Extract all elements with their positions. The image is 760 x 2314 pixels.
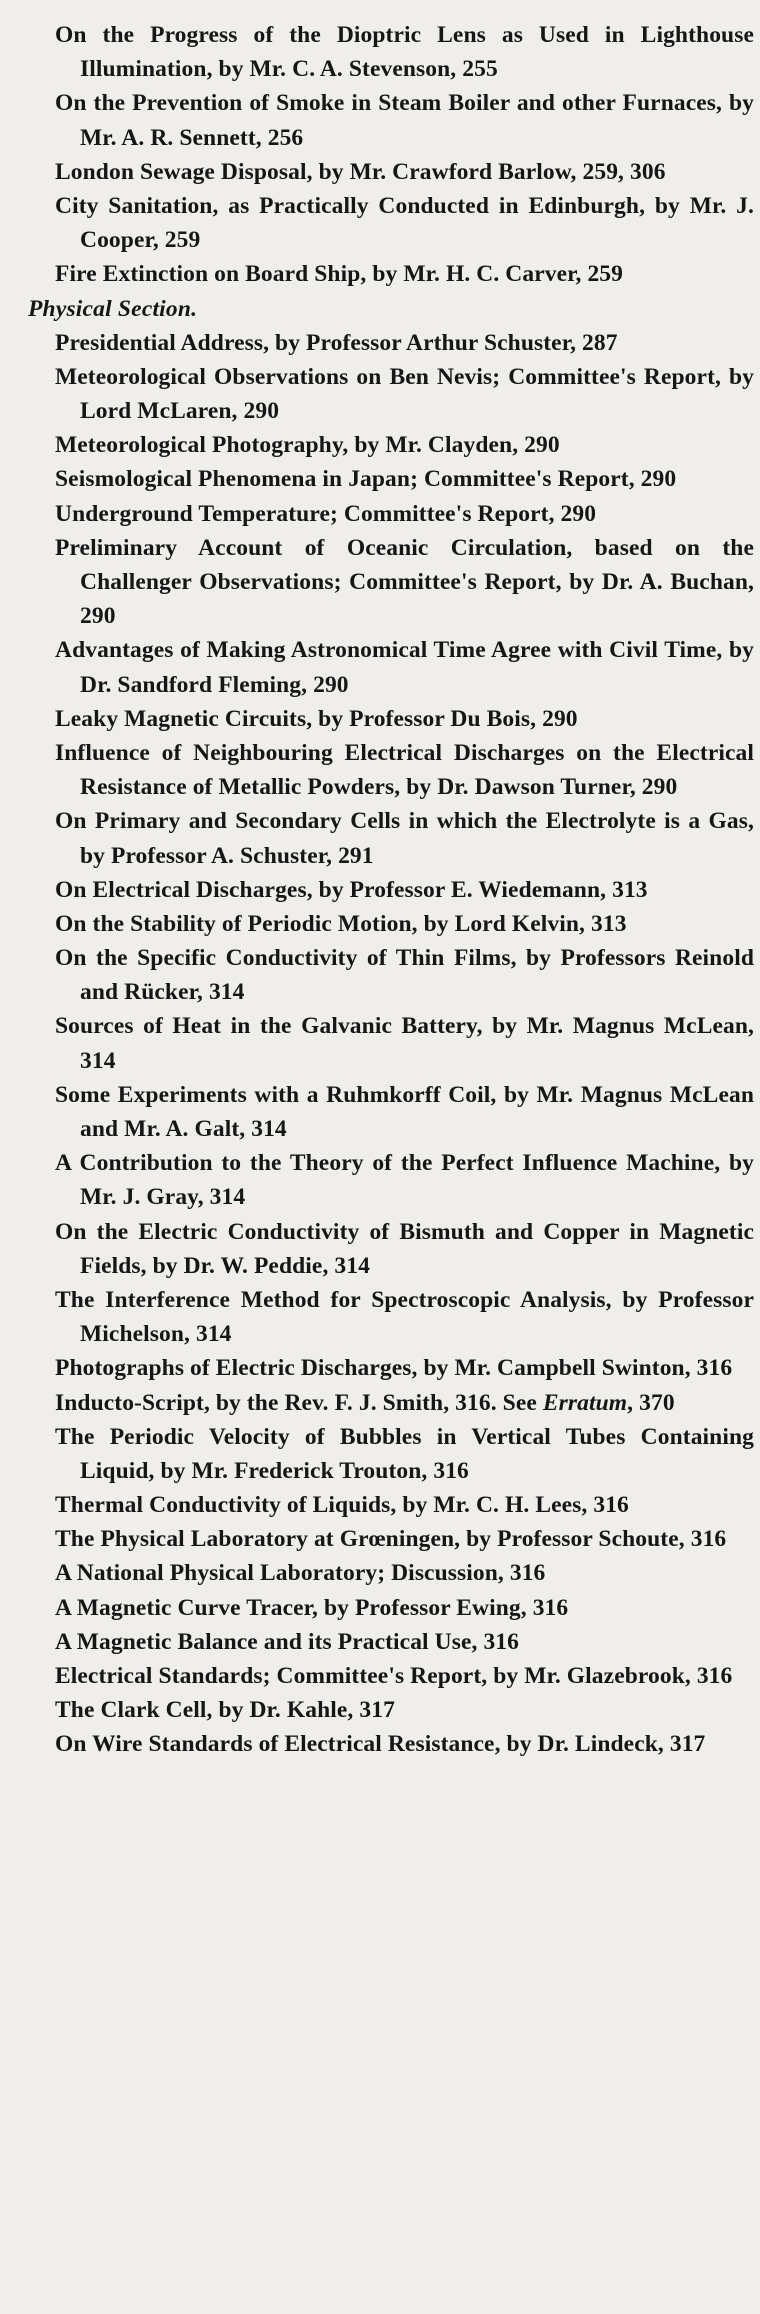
index-entry: Photographs of Electric Discharges, by Mr. Campbell Swinton, 316 <box>55 1355 733 1382</box>
index-entry-inducto-script <box>28 1386 754 1420</box>
index-entry: Fire Extinction on Board Ship, by Mr. H. C. Carver, 259 <box>55 261 624 288</box>
index-entry: The Interference Method for Spectroscopic Analysis, by Professor Michelson, 314 <box>55 1286 754 1348</box>
index-entry: On Wire Standards of Electrical Resistance, by Dr. Lindeck, 317 <box>55 1731 706 1758</box>
index-entry: Meteorological Photography, by Mr. Clayden, 290 <box>55 432 560 459</box>
index-entry: A Magnetic Curve Tracer, by Professor Ewing, 316 <box>55 1594 569 1621</box>
index-entry: On the Stability of Periodic Motion, by Lord Kelvin, 313 <box>55 910 627 937</box>
entry-group-physical-a <box>28 326 754 1386</box>
index-entry: On the Prevention of Smoke in Steam Boiler and other Furnaces, by Mr. A. R. Sennett, 256 <box>55 90 754 151</box>
index-entry: A Contribution to the Theory of the Perfect Influence Machine, by Mr. J. Gray, 314 <box>55 1150 754 1211</box>
entry-group-engineering <box>28 18 754 292</box>
index-entry: Preliminary Account of Oceanic Circulation, based on the Challenger Observations; Committee's Report, by Dr. A. Buchan, 290 <box>55 534 754 630</box>
index-entry: Some Experiments with a Ruhmkorff Coil, by Mr. Magnus McLean and Mr. A. Galt, 314 <box>55 1081 754 1142</box>
index-entry: The Clark Cell, by Dr. Kahle, 317 <box>55 1697 395 1724</box>
index-entry: On the Progress of the Dioptric Lens as Used in Lighthouse Illumination, by Mr. C. A. Stevenson, 255 <box>55 22 754 83</box>
index-entry: Underground Temperature; Committee's Report, 290 <box>55 500 597 527</box>
index-entry: Leaky Magnetic Circuits, by Professor Du Bois, 290 <box>55 705 578 732</box>
entry-group-physical-b <box>28 1420 754 1762</box>
index-entry: City Sanitation, as Practically Conducted in Edinburgh, by Mr. J. Cooper, 259 <box>55 192 754 254</box>
index-entry: Meteorological Observations on Ben Nevis; Committee's Report, by Lord McLaren, 290 <box>55 363 754 425</box>
index-entry: On Primary and Secondary Cells in which the Electrolyte is a Gas, by Professor A. Schuster, 291 <box>55 808 754 869</box>
index-entry: Thermal Conductivity of Liquids, by Mr. C. H. Lees, 316 <box>55 1492 629 1519</box>
inducto-text: Inducto-Script, by the Rev. F. J. Smith, 316. See <box>55 1389 543 1416</box>
index-entry: The Physical Laboratory at Grœningen, by Professor Schoute, 316 <box>55 1526 727 1553</box>
index-entry: Influence of Neighbouring Electrical Discharges on the Electrical Resistance of Metallic Powders, by Dr. Dawson Turner, 290 <box>55 739 754 801</box>
index-entry: Advantages of Making Astronomical Time Agree with Civil Time, by Dr. Sandford Fleming, 290 <box>55 637 754 698</box>
index-entry: Seismological Phenomena in Japan; Committee's Report, 290 <box>55 466 677 493</box>
index-entry: Presidential Address, by Professor Arthur Schuster, 287 <box>55 329 618 356</box>
index-entry: Electrical Standards; Committee's Report, by Mr. Glazebrook, 316 <box>55 1663 733 1689</box>
index-entry: London Sewage Disposal, by Mr. Crawford Barlow, 259, 306 <box>55 158 666 185</box>
erratum-label: Erratum <box>542 1389 628 1416</box>
index-entry: On the Electric Conductivity of Bismuth and Copper in Magnetic Fields, by Dr. W. Peddie, 314 <box>55 1218 754 1279</box>
index-entry: A Magnetic Balance and its Practical Use, 316 <box>55 1628 519 1655</box>
erratum-page: , 370 <box>627 1389 675 1416</box>
index-entry: A National Physical Laboratory; Discussion, 316 <box>55 1560 546 1587</box>
index-entry: The Periodic Velocity of Bubbles in Vertical Tubes Containing Liquid, by Mr. Frederick Trouton, 316 <box>55 1423 754 1484</box>
section-heading: Physical Section. <box>28 295 198 322</box>
index-entry: Sources of Heat in the Galvanic Battery, by Mr. Magnus McLean, 314 <box>55 1013 754 1074</box>
index-entry: On the Specific Conductivity of Thin Films, by Professors Reinold and Rücker, 314 <box>55 945 754 1006</box>
index-entry: On Electrical Discharges, by Professor E. Wiedemann, 313 <box>55 876 648 903</box>
